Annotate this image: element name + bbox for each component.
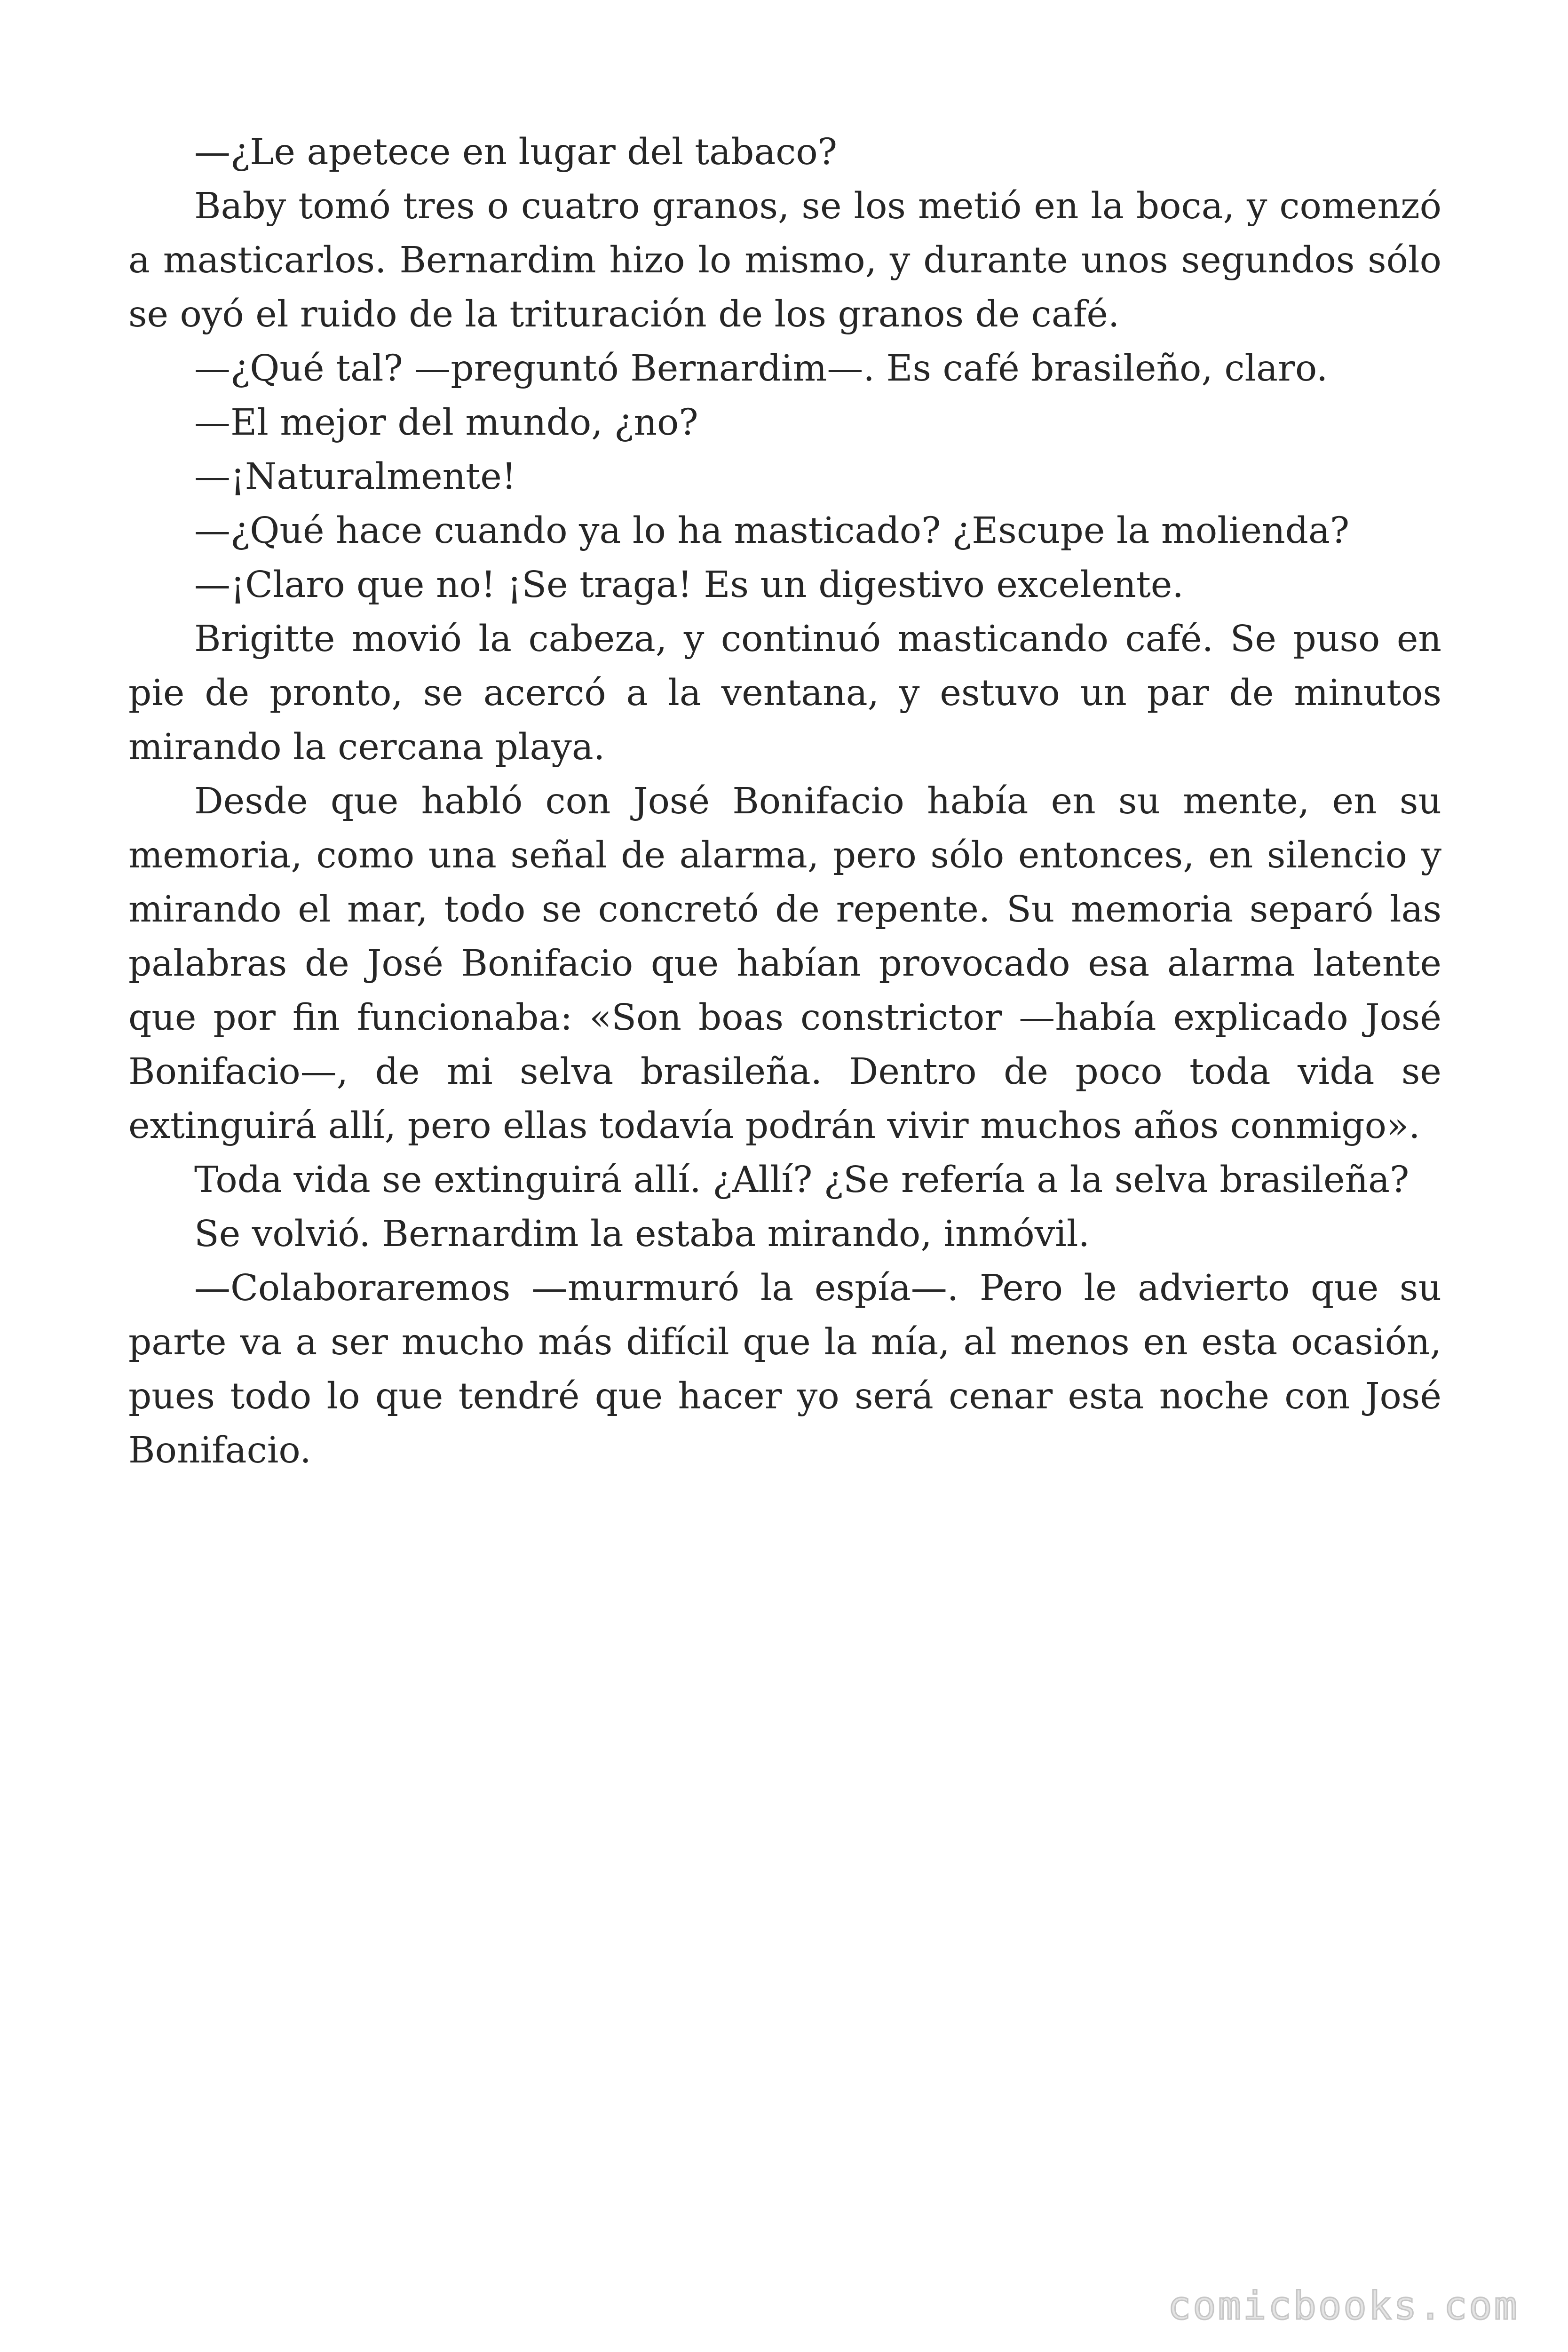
paragraph: —¿Qué hace cuando ya lo ha masticado? ¿Escupe la molienda? <box>194 510 1350 552</box>
paragraph: —¿Le apetece en lugar del tabaco? <box>194 131 838 173</box>
paragraph: Desde que habló con José Bonifacio había en su mente, en su memoria, como una señal de alarma, pero sólo entonces, en silencio y mirando el mar, todo se concretó de repente. Su memoria separó las palabras de José Bonifacio que habían provocado esa alarma latente que por fin funcionaba: «Son boas constrictor —había explicado José Bonifacio—, de mi selva brasileña. Dentro de poco toda vida se extinguirá allí, pero ellas todavía podrán vivir muchos años conmigo». <box>128 780 1441 1147</box>
watermark: comicbooks.com <box>1167 2284 1519 2328</box>
page-body-text <box>128 125 1441 1478</box>
paragraph: —Colaboraremos —murmuró la espía—. Pero le advierto que su parte va a ser mucho más difícil que la mía, al menos en esta ocasión, pues todo lo que tendré que hacer yo será cenar esta noche con José Bonifacio. <box>128 1267 1441 1471</box>
paragraph: Baby tomó tres o cuatro granos, se los metió en la boca, y comenzó a masticarlos. Bernardim hizo lo mismo, y durante unos segundos sólo se oyó el ruido de la trituración de los granos de café. <box>128 185 1441 335</box>
paragraph: Se volvió. Bernardim la estaba mirando, inmóvil. <box>194 1213 1090 1255</box>
paragraph: —¡Claro que no! ¡Se traga! Es un digestivo excelente. <box>194 564 1184 606</box>
paragraph: —¿Qué tal? —preguntó Bernardim—. Es café brasileño, claro. <box>194 348 1328 389</box>
paragraph: —El mejor del mundo, ¿no? <box>194 402 698 444</box>
paragraph: —¡Naturalmente! <box>194 456 516 498</box>
paragraph: Brigitte movió la cabeza, y continuó masticando café. Se puso en pie de pronto, se acercó a la ventana, y estuvo un par de minutos mirando la cercana playa. <box>128 618 1441 768</box>
paragraph: Toda vida se extinguirá allí. ¿Allí? ¿Se refería a la selva brasileña? <box>194 1159 1410 1201</box>
